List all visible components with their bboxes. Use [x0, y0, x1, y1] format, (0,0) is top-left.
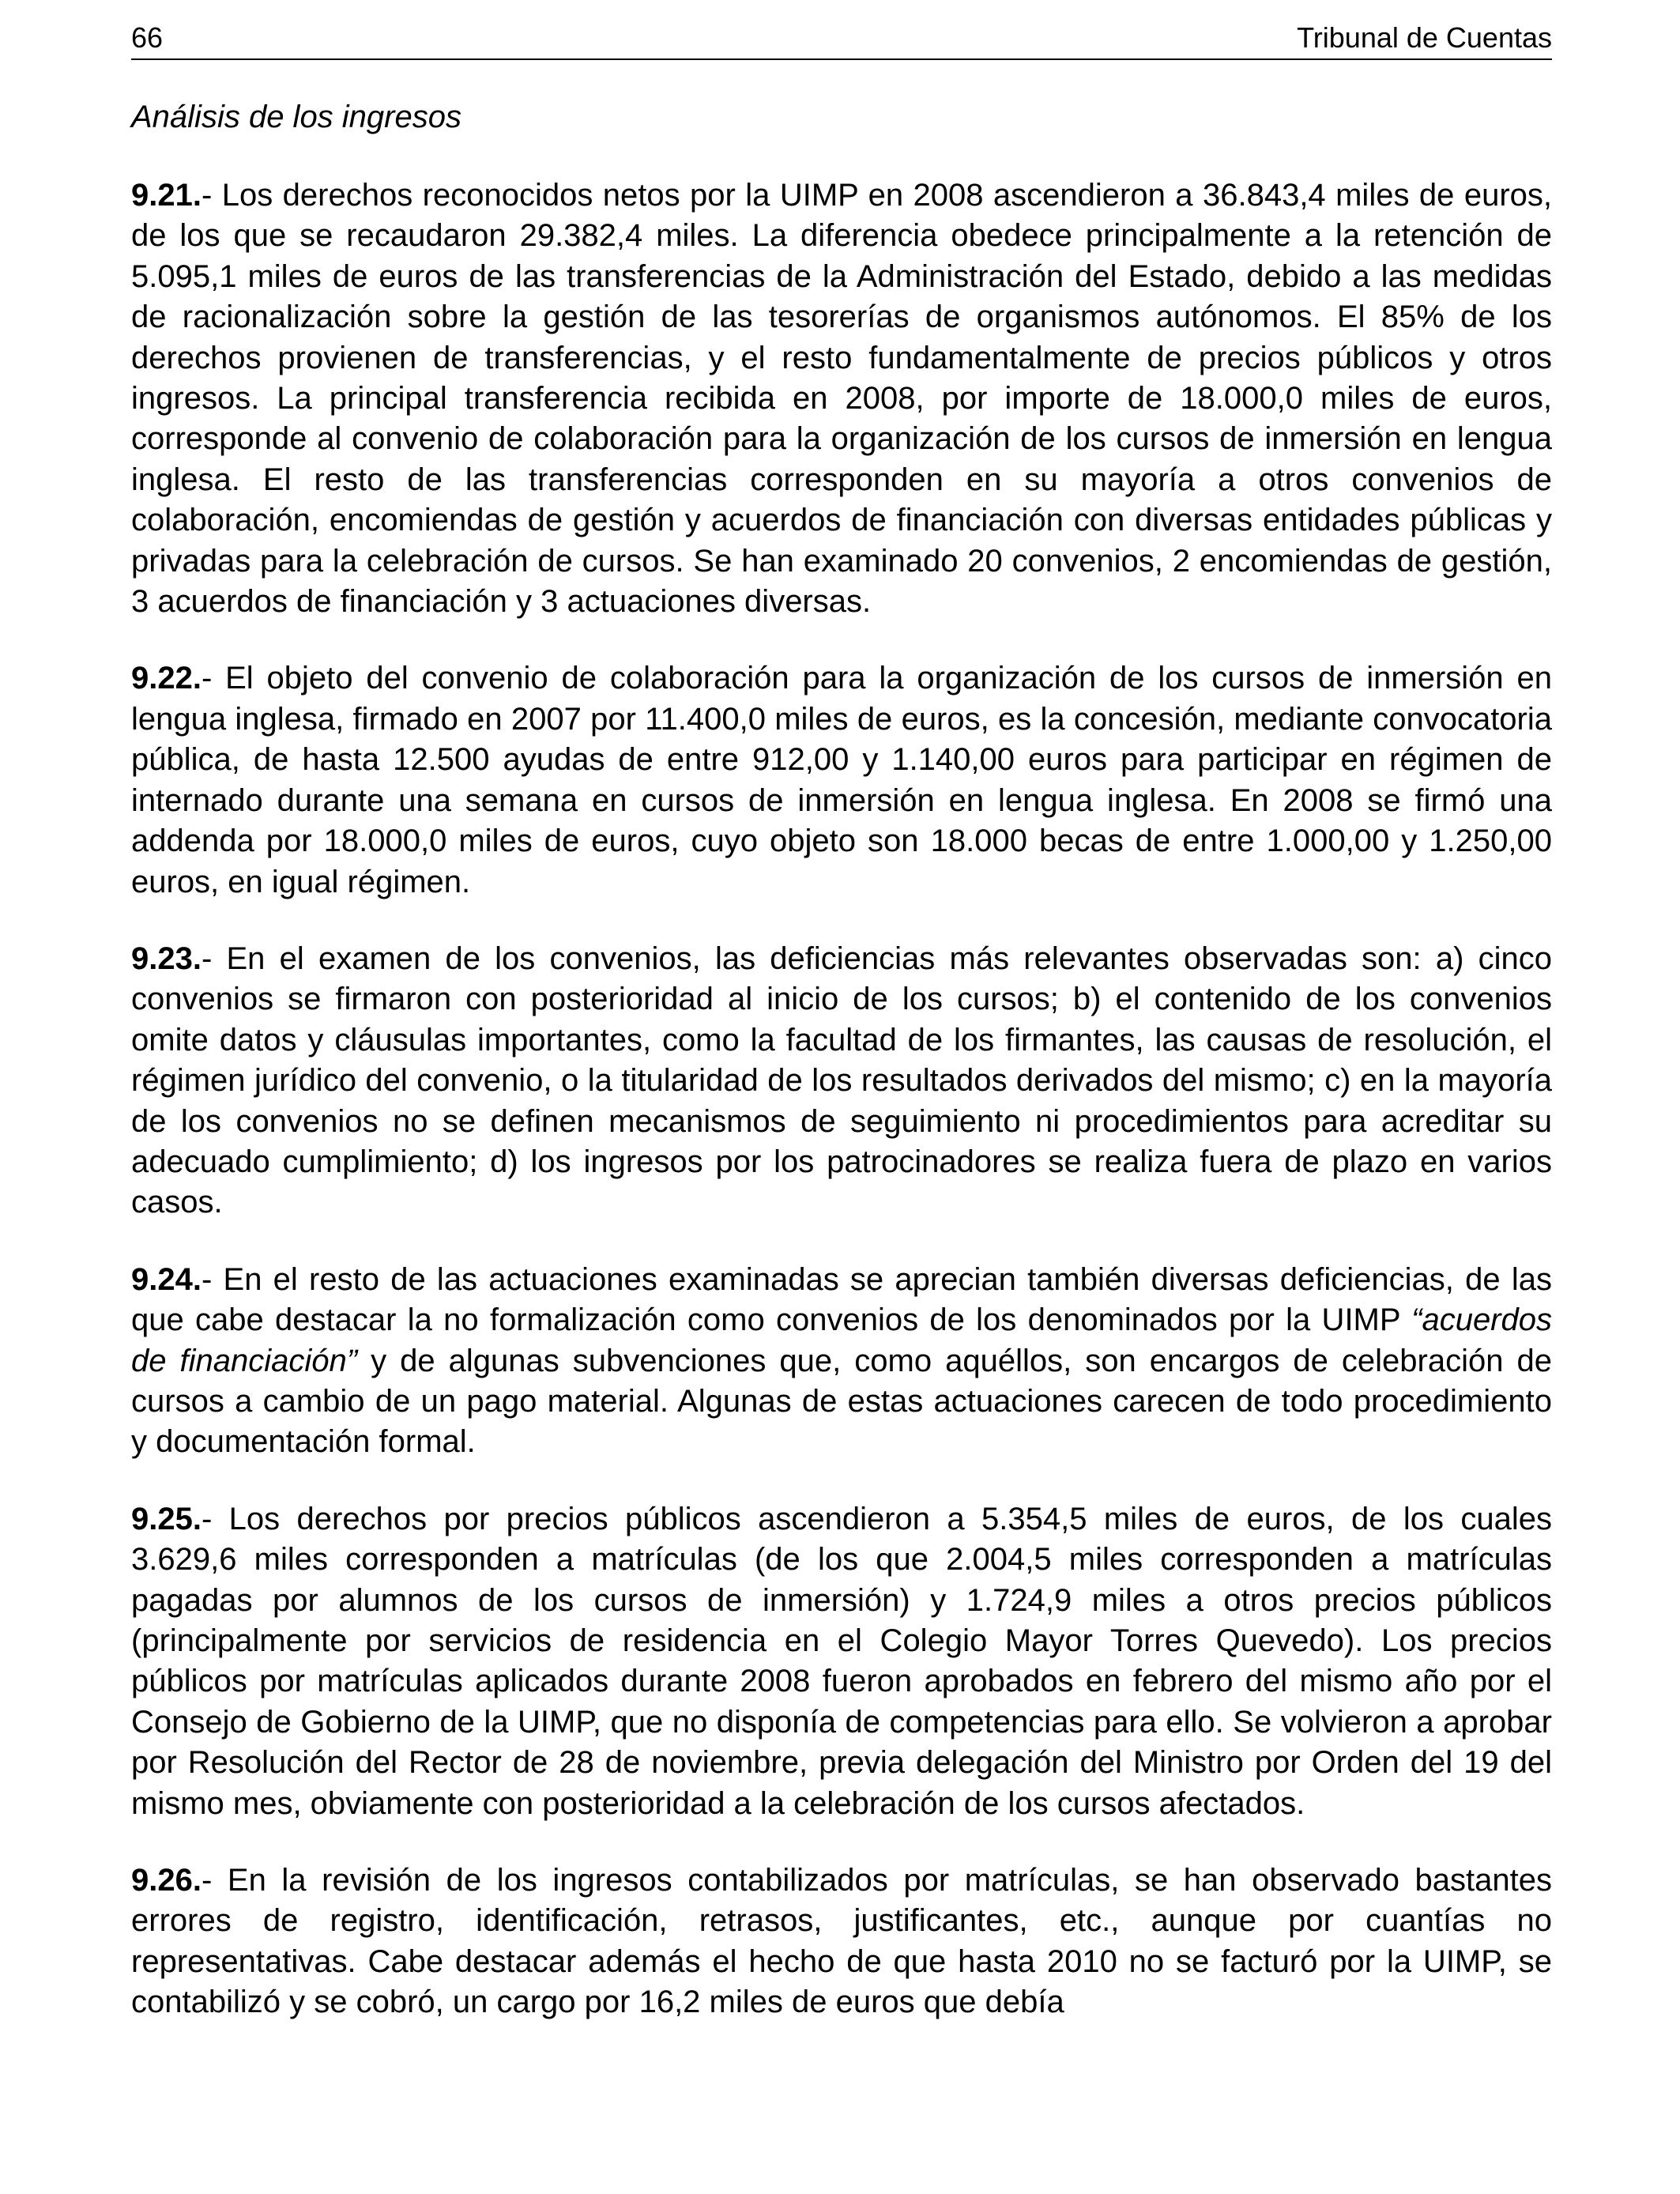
page-content	[131, 96, 1552, 2060]
page-number: 66	[131, 21, 164, 54]
running-title: Tribunal de Cuentas	[1297, 21, 1552, 54]
paragraph-text: - El objeto del convenio de colaboración para la organización de los cursos de inmersión en lengua inglesa, firmado en 2007 por 11.400,0 miles de euros, es la concesión, mediante convocatoria pública, de hasta 12.500 ayudas de entre 912,00 y 1.140,00 euros para participar en régimen de internado durante una semana en cursos de inmersión en lengua inglesa. En 2008 se firmó una addenda por 18.000,0 miles de euros, cuyo objeto son 18.000 becas de entre 1.000,00 y 1.250,00 euros, en igual régimen.	[131, 661, 1552, 899]
paragraph-text: - Los derechos por precios públicos ascendieron a 5.354,5 miles de euros, de los cuales 3.629,6 miles corresponden a matrículas (de los que 2.004,5 miles corresponden a matrículas pagadas por alumnos de los cursos de inmersión) y 1.724,9 miles a otros precios públicos (principalmente por servicios de residencia en el Colegio Mayor Torres Quevedo). Los precios públicos por matrículas aplicados durante 2008 fueron aprobados en febrero del mismo año por el Consejo de Gobierno de la UIMP, que no disponía de competencias para ello. Se volvieron a aprobar por Resolución del Rector de 28 de noviembre, previa delegación del Ministro por Orden del 19 del mismo mes, obviamente con posterioridad a la celebración de los cursos afectados.	[131, 1501, 1552, 1821]
page-header	[131, 14, 1552, 60]
paragraph-9-25	[131, 1499, 1552, 1824]
paragraph-9-26	[131, 1860, 1552, 2023]
paragraph-number: 9.22.	[131, 661, 202, 696]
paragraph-number: 9.21.	[131, 178, 202, 213]
paragraph-9-23	[131, 939, 1552, 1223]
paragraph-9-22	[131, 658, 1552, 902]
paragraph-number: 9.23.	[131, 941, 202, 976]
paragraph-text: - En el resto de las actuaciones examinadas se aprecian también diversas deficiencias, de las que cabe destacar la no formalización como convenios de los denominados por la UIMP	[131, 1261, 1552, 1338]
paragraph-number: 9.26.	[131, 1863, 202, 1898]
paragraph-number: 9.25.	[131, 1501, 202, 1536]
paragraph-text: - En el examen de los convenios, las deficiencias más relevantes observadas son: a) cinco convenios se firmaron con posterioridad al inicio de los cursos; b) el contenido de los convenios omite datos y cláusulas importantes, como la facultad de los firmantes, las causas de resolución, el régimen jurídico del convenio, o la titularidad de los resultados derivados del mismo; c) en la mayoría de los convenios no se definen mecanismos de seguimiento ni procedimientos para acreditar su adecuado cumplimiento; d) los ingresos por los patrocinadores se realiza fuera de plazo en varios casos.	[131, 941, 1552, 1220]
paragraph-text: - Los derechos reconocidos netos por la UIMP en 2008 ascendieron a 36.843,4 miles de euros, de los que se recaudaron 29.382,4 miles. La diferencia obedece principalmente a la retención de 5.095,1 miles de euros de las transferencias de la Administración del Estado, debido a las medidas de racionalización sobre la gestión de las tesorerías de organismos autónomos. El 85% de los derechos provienen de transferencias, y el resto fundamentalmente de precios públicos y otros ingresos. La principal transferencia recibida en 2008, por importe de 18.000,0 miles de euros, corresponde al convenio de colaboración para la organización de los cursos de inmersión en lengua inglesa. El resto de las transferencias corresponden en su mayoría a otros convenios de colaboración, encomiendas de gestión y acuerdos de financiación con diversas entidades públicas y privadas para la celebración de cursos. Se han examinado 20 convenios, 2 encomiendas de gestión, 3 acuerdos de financiación y 3 actuaciones diversas.	[131, 178, 1552, 620]
paragraph-9-21	[131, 175, 1552, 622]
paragraph-text-continued: y de algunas subvenciones que, como aquéllos, son encargos de celebración de cursos a cambio de un pago material. Algunas de estas actuaciones carecen de todo procedimiento y documentación formal.	[131, 1343, 1552, 1460]
paragraph-italic-quote: “acuerdos de financiación”	[131, 1302, 1552, 1378]
section-title: Análisis de los ingresos	[131, 100, 461, 134]
paragraph-9-24	[131, 1260, 1552, 1463]
paragraph-text: - En la revisión de los ingresos contabilizados por matrículas, se han observado bastantes errores de registro, identificación, retrasos, justificantes, etc., aunque por cuantías no representativas. Cabe destacar además el hecho de que hasta 2010 no se facturó por la UIMP, se contabilizó y se cobró, un cargo por 16,2 miles de euros que debía	[131, 1863, 1552, 2020]
paragraph-number: 9.24.	[131, 1261, 202, 1297]
